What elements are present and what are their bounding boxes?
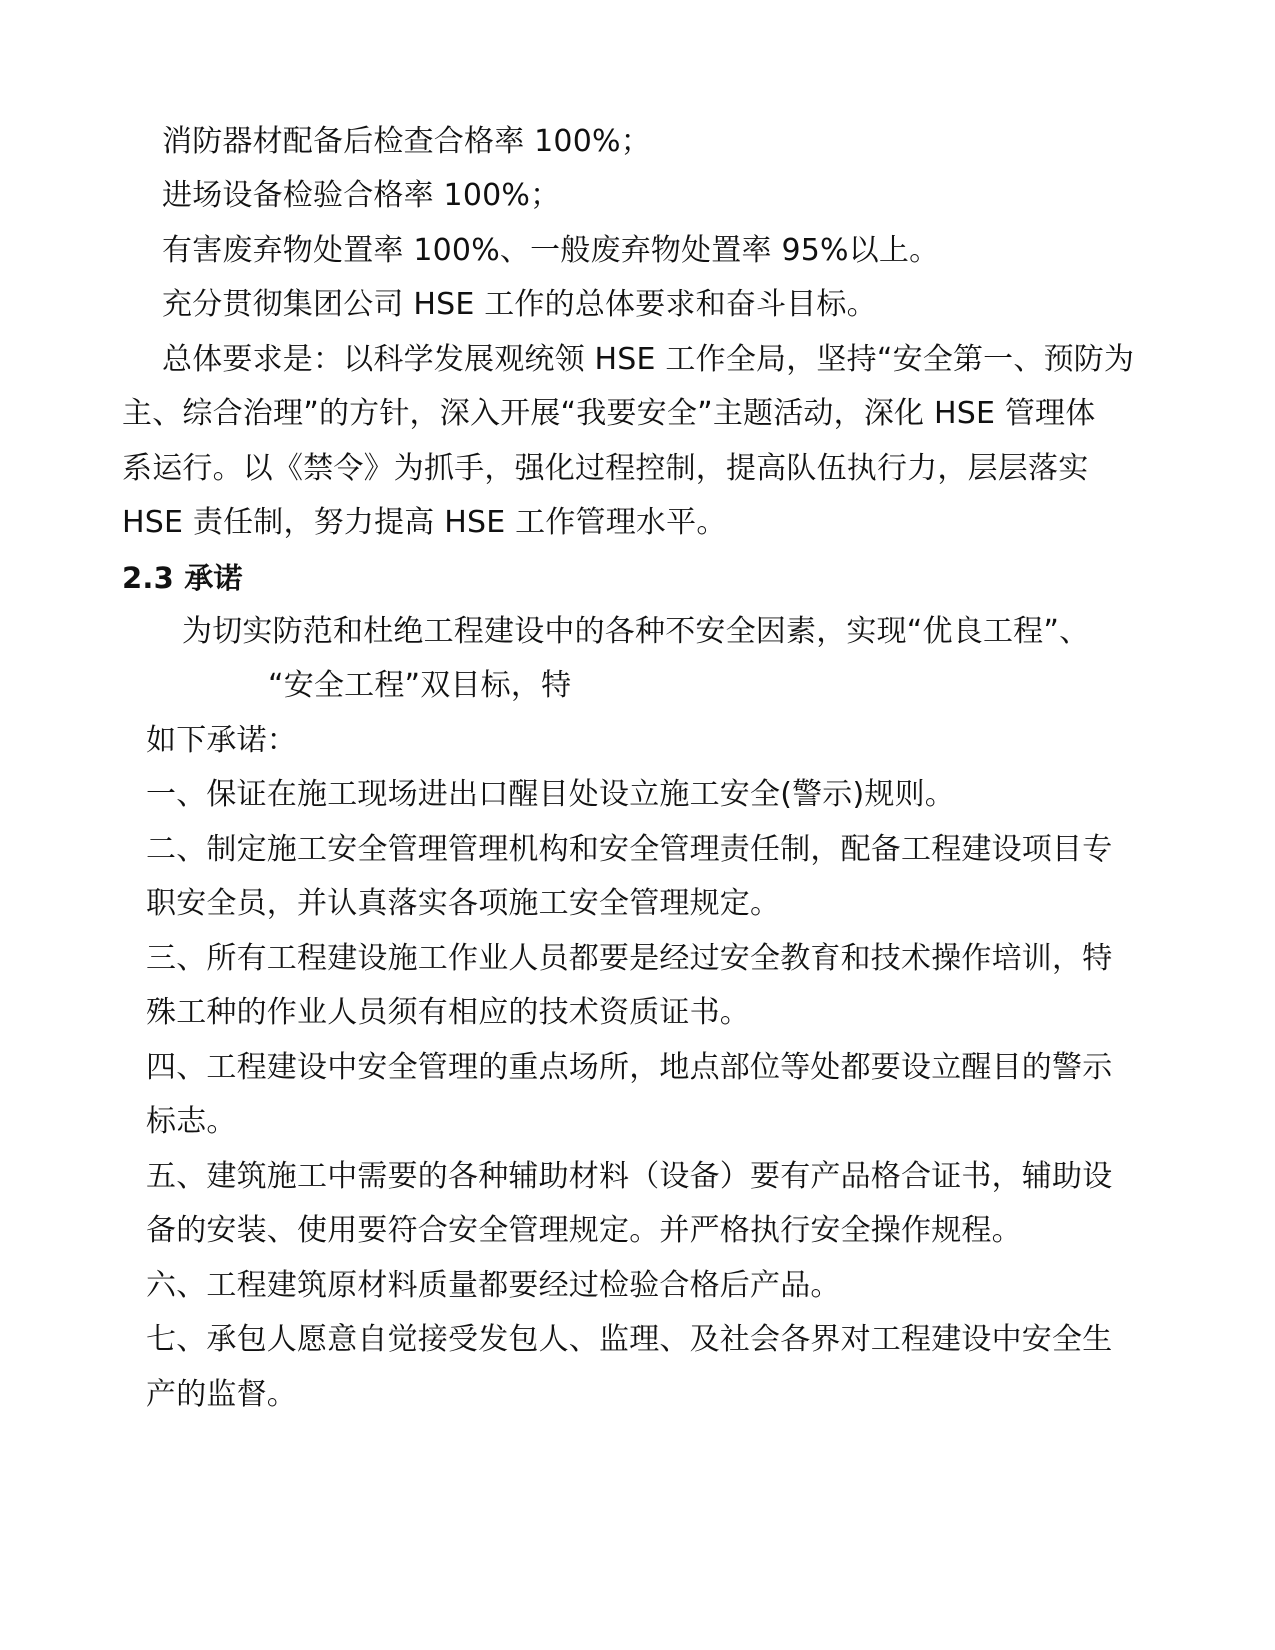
requirements-line-3: 系运行。以《禁令》为抓手，强化过程控制，提高队伍执行力，层层落实 — [122, 451, 1089, 486]
intro-line-1: 为切实防范和杜绝工程建设中的各种不安全因素，实现“优良工程”、 — [182, 614, 1090, 649]
goal-line-2: 进场设备检验合格率 100%； — [162, 178, 561, 213]
requirements-line-1: 总体要求是：以科学发展观统领 HSE 工作全局，坚持“安全第一、预防为 — [162, 342, 1135, 377]
requirements-line-2: 主、综合治理”的方针，深入开展“我要安全”主题活动，深化 HSE 管理体 — [122, 396, 1096, 431]
commitment-5-line-1: 五、建筑施工中需要的各种辅助材料（设备）要有产品格合证书，辅助设 — [146, 1159, 1113, 1194]
section-heading: 2.3 承诺 — [122, 561, 243, 595]
intro-line-2: “安全工程”双目标，特 — [268, 668, 572, 703]
intro-line-3: 如下承诺： — [146, 723, 297, 758]
commitment-7-line-2: 产的监督。 — [146, 1377, 297, 1412]
goal-line-3: 有害废弃物处置率 100%、一般废弃物处置率 95%以上。 — [162, 233, 940, 268]
commitment-2-line-1: 二、制定施工安全管理管理机构和安全管理责任制，配备工程建设项目专 — [146, 832, 1113, 867]
commitment-4-line-1: 四、工程建设中安全管理的重点场所，地点部位等处都要设立醒目的警示 — [146, 1050, 1113, 1085]
commitment-3-line-1: 三、所有工程建设施工作业人员都要是经过安全教育和技术操作培训，特 — [146, 941, 1113, 976]
goal-line-1: 消防器材配备后检查合格率 100%； — [162, 124, 651, 159]
commitment-1-line-1: 一、保证在施工现场进出口醒目处设立施工安全(警示)规则。 — [146, 777, 956, 812]
commitment-6-line-1: 六、工程建筑原材料质量都要经过检验合格后产品。 — [146, 1268, 841, 1303]
commitment-3-line-2: 殊工种的作业人员须有相应的技术资质证书。 — [146, 995, 750, 1030]
goal-line-4: 充分贯彻集团公司 HSE 工作的总体要求和奋斗目标。 — [162, 287, 877, 322]
requirements-line-4: HSE 责任制，努力提高 HSE 工作管理水平。 — [122, 505, 727, 540]
commitment-2-line-2: 职安全员，并认真落实各项施工安全管理规定。 — [146, 886, 781, 921]
commitment-7-line-1: 七、承包人愿意自觉接受发包人、监理、及社会各界对工程建设中安全生 — [146, 1322, 1113, 1357]
commitment-4-line-2: 标志。 — [146, 1104, 237, 1139]
commitment-5-line-2: 备的安装、使用要符合安全管理规定。并严格执行安全操作规程。 — [146, 1213, 1022, 1248]
